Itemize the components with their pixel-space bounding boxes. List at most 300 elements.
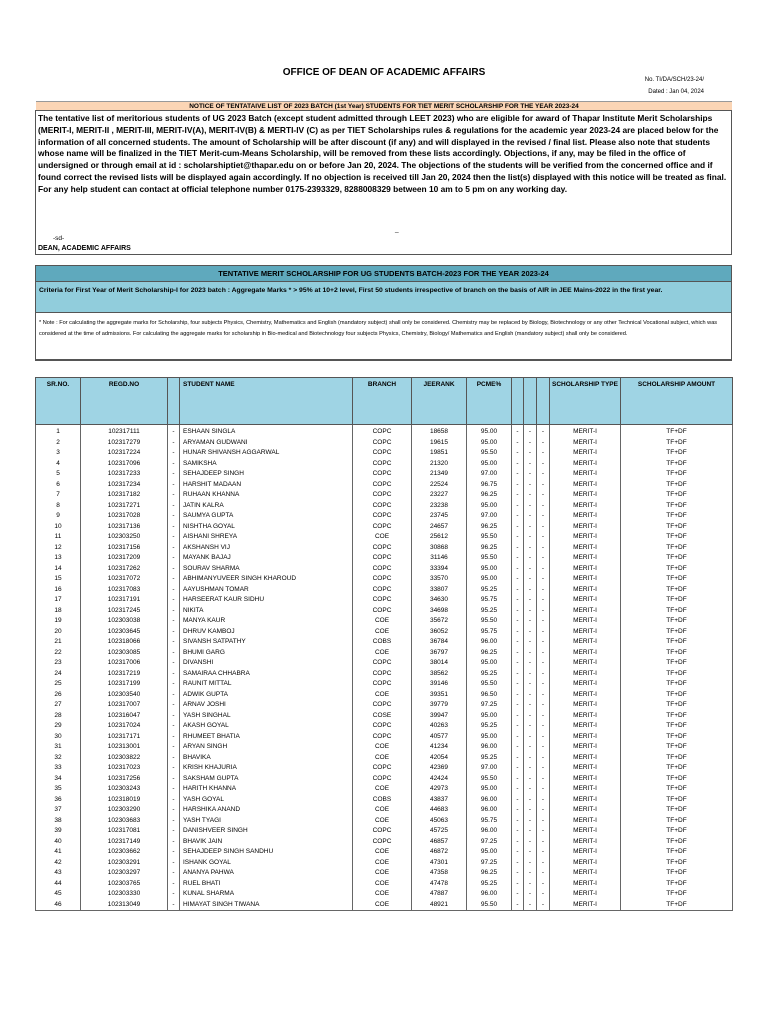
cell-branch: COE — [353, 532, 412, 543]
cell-dash: - — [524, 438, 537, 449]
cell-regd-no: 102303765 — [81, 879, 168, 890]
cell-dash: - — [512, 868, 524, 879]
cell-student-name: ARYAN SINGH — [180, 742, 353, 753]
cell-dash: - — [537, 501, 550, 512]
cell-regd-no: 102317234 — [81, 480, 168, 491]
header-blank — [537, 378, 550, 425]
cell-dash: - — [524, 532, 537, 543]
cell-sr-no: 17 — [36, 595, 81, 606]
table-row — [36, 847, 733, 858]
cell-dash: - — [537, 858, 550, 869]
cell-regd-no: 102318019 — [81, 795, 168, 806]
cell-dash: - — [537, 711, 550, 722]
cell-student-name: RAUNIT MITTAL — [180, 679, 353, 690]
cell-jee-rank: 39351 — [412, 690, 467, 701]
cell-dash: - — [524, 425, 537, 438]
cell-dash: - — [537, 648, 550, 659]
table-row — [36, 627, 733, 638]
cell-pcme: 95.75 — [467, 816, 512, 827]
cell-dash: - — [512, 795, 524, 806]
cell-dash: - — [512, 480, 524, 491]
cell-dash: - — [512, 774, 524, 785]
cell-jee-rank: 47478 — [412, 879, 467, 890]
cell-scholarship-amount: TF+DF — [621, 480, 733, 491]
cell-scholarship-amount: TF+DF — [621, 774, 733, 785]
cell-dash: - — [512, 501, 524, 512]
cell-student-name: SAMAIRAA CHHABRA — [180, 669, 353, 680]
cell-scholarship-type: MERIT-I — [550, 711, 621, 722]
cell-dash: - — [524, 501, 537, 512]
cell-scholarship-amount: TF+DF — [621, 448, 733, 459]
cell-scholarship-amount: TF+DF — [621, 816, 733, 827]
cell-dash: - — [168, 711, 180, 722]
cell-dash: - — [524, 606, 537, 617]
table-row — [36, 522, 733, 533]
cell-scholarship-amount: TF+DF — [621, 763, 733, 774]
cell-dash: - — [524, 574, 537, 585]
cell-student-name: RHUMEET BHATIA — [180, 732, 353, 743]
cell-dash: - — [537, 459, 550, 470]
notice-title: NOTICE OF TENTATAIVE LIST OF 2023 BATCH (1st Year) STUDENTS FOR TIET MERIT SCHOLARSHIP FOR THE YEAR 2023-24 — [36, 101, 732, 111]
cell-pcme: 95.25 — [467, 879, 512, 890]
cell-regd-no: 102317245 — [81, 606, 168, 617]
cell-dash: - — [168, 900, 180, 911]
cell-jee-rank: 42424 — [412, 774, 467, 785]
cell-dash: - — [524, 480, 537, 491]
cell-sr-no: 33 — [36, 763, 81, 774]
header-blank — [512, 378, 524, 425]
cell-student-name: ADWIK GUPTA — [180, 690, 353, 701]
cell-scholarship-type: MERIT-I — [550, 606, 621, 617]
cell-dash: - — [537, 469, 550, 480]
cell-jee-rank: 25612 — [412, 532, 467, 543]
cell-dash: - — [512, 847, 524, 858]
cell-scholarship-type: MERIT-I — [550, 858, 621, 869]
cell-dash: - — [537, 595, 550, 606]
cell-scholarship-amount: TF+DF — [621, 658, 733, 669]
cell-sr-no: 11 — [36, 532, 81, 543]
cell-branch: COPC — [353, 700, 412, 711]
cell-scholarship-type: MERIT-I — [550, 438, 621, 449]
cell-student-name: SEHAJDEEP SINGH — [180, 469, 353, 480]
cell-dash: - — [168, 448, 180, 459]
cell-dash: - — [512, 784, 524, 795]
cell-pcme: 97.00 — [467, 763, 512, 774]
cell-pcme: 97.00 — [467, 511, 512, 522]
cell-pcme: 95.00 — [467, 574, 512, 585]
cell-dash: - — [512, 425, 524, 438]
cell-dash: - — [168, 805, 180, 816]
cell-jee-rank: 30868 — [412, 543, 467, 554]
cell-scholarship-type: MERIT-I — [550, 795, 621, 806]
cell-dash: - — [537, 480, 550, 491]
cell-dash: - — [512, 627, 524, 638]
signatory: DEAN, ACADEMIC AFFAIRS — [38, 245, 131, 252]
cell-student-name: SAMIKSHA — [180, 459, 353, 470]
table-row — [36, 490, 733, 501]
cell-dash: - — [537, 490, 550, 501]
cell-student-name: SAUMYA GUPTA — [180, 511, 353, 522]
cell-dash: - — [524, 742, 537, 753]
notice-date: Dated : Jan 04, 2024 — [648, 89, 704, 95]
cell-scholarship-amount: TF+DF — [621, 532, 733, 543]
cell-regd-no: 102317256 — [81, 774, 168, 785]
cell-pcme: 95.00 — [467, 501, 512, 512]
cell-branch: COE — [353, 616, 412, 627]
cell-jee-rank: 44683 — [412, 805, 467, 816]
cell-regd-no: 102313049 — [81, 900, 168, 911]
cell-pcme: 95.25 — [467, 669, 512, 680]
cell-jee-rank: 45725 — [412, 826, 467, 837]
table-row — [36, 879, 733, 890]
cell-dash: - — [512, 690, 524, 701]
cell-student-name: KUNAL SHARMA — [180, 889, 353, 900]
cell-scholarship-type: MERIT-I — [550, 425, 621, 438]
cell-dash: - — [512, 564, 524, 575]
cell-dash: - — [524, 637, 537, 648]
cell-scholarship-amount: TF+DF — [621, 648, 733, 659]
cell-scholarship-type: MERIT-I — [550, 732, 621, 743]
notice-contact: For any help student can contact at official telephone number 0175-2393329, 8288008329 between 10 am to 5 pm on any working day. — [38, 183, 568, 194]
table-row — [36, 585, 733, 596]
office-title: OFFICE OF DEAN OF ACADEMIC AFFAIRS — [282, 67, 486, 78]
cell-student-name: MAYANK BAJAJ — [180, 553, 353, 564]
table-row — [36, 711, 733, 722]
cell-dash: - — [524, 858, 537, 869]
cell-branch: COPC — [353, 511, 412, 522]
cell-scholarship-amount: TF+DF — [621, 669, 733, 680]
cell-branch: COPC — [353, 732, 412, 743]
cell-regd-no: 102317219 — [81, 669, 168, 680]
table-row — [36, 595, 733, 606]
cell-regd-no: 102317111 — [81, 425, 168, 438]
cell-scholarship-type: MERIT-I — [550, 700, 621, 711]
cell-pcme: 96.25 — [467, 522, 512, 533]
cell-dash: - — [168, 816, 180, 827]
cell-sr-no: 2 — [36, 438, 81, 449]
cell-scholarship-type: MERIT-I — [550, 816, 621, 827]
cell-scholarship-amount: TF+DF — [621, 616, 733, 627]
cell-dash: - — [512, 753, 524, 764]
cell-dash: - — [512, 669, 524, 680]
cell-dash: - — [168, 501, 180, 512]
cell-dash: - — [537, 847, 550, 858]
cell-dash: - — [168, 658, 180, 669]
cell-dash: - — [524, 753, 537, 764]
cell-jee-rank: 41234 — [412, 742, 467, 753]
cell-student-name: SOURAV SHARMA — [180, 564, 353, 575]
cell-dash: - — [512, 595, 524, 606]
cell-dash: - — [168, 847, 180, 858]
cell-student-name: RUHAAN KHANNA — [180, 490, 353, 501]
cell-jee-rank: 42369 — [412, 763, 467, 774]
cell-scholarship-amount: TF+DF — [621, 868, 733, 879]
cell-scholarship-amount: TF+DF — [621, 627, 733, 638]
cell-dash: - — [524, 595, 537, 606]
cell-regd-no: 102318066 — [81, 637, 168, 648]
cell-dash: - — [537, 721, 550, 732]
cell-pcme: 95.50 — [467, 774, 512, 785]
cell-scholarship-type: MERIT-I — [550, 774, 621, 785]
cell-dash: - — [168, 553, 180, 564]
cell-dash: - — [168, 879, 180, 890]
cell-jee-rank: 34630 — [412, 595, 467, 606]
cell-scholarship-amount: TF+DF — [621, 637, 733, 648]
cell-dash: - — [524, 879, 537, 890]
cell-dash: - — [168, 732, 180, 743]
cell-dash: - — [537, 658, 550, 669]
cell-student-name: NIKITA — [180, 606, 353, 617]
cell-student-name: YASH SINGHAL — [180, 711, 353, 722]
cell-dash: - — [168, 511, 180, 522]
cell-scholarship-amount: TF+DF — [621, 690, 733, 701]
header-sr-no: SR.NO. — [36, 378, 81, 425]
cell-scholarship-amount: TF+DF — [621, 711, 733, 722]
cell-student-name: DIVANSHI — [180, 658, 353, 669]
cell-pcme: 96.00 — [467, 889, 512, 900]
cell-pcme: 95.00 — [467, 425, 512, 438]
cell-sr-no: 4 — [36, 459, 81, 470]
table-row — [36, 511, 733, 522]
cell-scholarship-type: MERIT-I — [550, 889, 621, 900]
cell-regd-no: 102317136 — [81, 522, 168, 533]
cell-dash: - — [512, 700, 524, 711]
cell-jee-rank: 33394 — [412, 564, 467, 575]
cell-dash: - — [168, 532, 180, 543]
cell-dash: - — [512, 732, 524, 743]
cell-jee-rank: 35672 — [412, 616, 467, 627]
cell-dash: - — [537, 837, 550, 848]
cell-branch: COPC — [353, 501, 412, 512]
cell-branch: COBS — [353, 795, 412, 806]
cell-scholarship-amount: TF+DF — [621, 511, 733, 522]
header-branch: BRANCH — [353, 378, 412, 425]
cell-sr-no: 32 — [36, 753, 81, 764]
cell-regd-no: 102303683 — [81, 816, 168, 827]
cell-dash: - — [512, 816, 524, 827]
cell-dash: - — [168, 669, 180, 680]
table-row — [36, 690, 733, 701]
cell-regd-no: 102317028 — [81, 511, 168, 522]
cell-regd-no: 102303038 — [81, 616, 168, 627]
cell-branch: COPC — [353, 837, 412, 848]
cell-regd-no: 102303297 — [81, 868, 168, 879]
cell-regd-no: 102303243 — [81, 784, 168, 795]
cell-dash: - — [537, 543, 550, 554]
cell-student-name: AKASH GOYAL — [180, 721, 353, 732]
cell-dash: - — [168, 763, 180, 774]
cell-sr-no: 27 — [36, 700, 81, 711]
cell-scholarship-amount: TF+DF — [621, 826, 733, 837]
cell-regd-no: 102317271 — [81, 501, 168, 512]
cell-dash: - — [512, 490, 524, 501]
cell-dash: - — [512, 606, 524, 617]
cell-branch: COSE — [353, 711, 412, 722]
cell-scholarship-amount: TF+DF — [621, 522, 733, 533]
cell-pcme: 95.00 — [467, 459, 512, 470]
table-row — [36, 889, 733, 900]
cell-sr-no: 28 — [36, 711, 81, 722]
cell-sr-no: 6 — [36, 480, 81, 491]
cell-scholarship-type: MERIT-I — [550, 469, 621, 480]
cell-dash: - — [524, 690, 537, 701]
table-row — [36, 637, 733, 648]
cell-regd-no: 102316047 — [81, 711, 168, 722]
cell-sr-no: 40 — [36, 837, 81, 848]
cell-pcme: 95.50 — [467, 616, 512, 627]
table-row — [36, 742, 733, 753]
cell-dash: - — [512, 459, 524, 470]
cell-jee-rank: 39947 — [412, 711, 467, 722]
cell-pcme: 95.00 — [467, 438, 512, 449]
cell-dash: - — [524, 627, 537, 638]
cell-dash: - — [512, 763, 524, 774]
cell-jee-rank: 23227 — [412, 490, 467, 501]
cell-dash: - — [537, 511, 550, 522]
cell-scholarship-amount: TF+DF — [621, 553, 733, 564]
cell-dash: - — [524, 711, 537, 722]
cell-scholarship-type: MERIT-I — [550, 648, 621, 659]
cell-dash: - — [512, 879, 524, 890]
cell-scholarship-amount: TF+DF — [621, 805, 733, 816]
cell-scholarship-amount: TF+DF — [621, 858, 733, 869]
cell-scholarship-type: MERIT-I — [550, 490, 621, 501]
cell-dash: - — [524, 732, 537, 743]
cell-scholarship-amount: TF+DF — [621, 585, 733, 596]
cell-sr-no: 35 — [36, 784, 81, 795]
cell-jee-rank: 34698 — [412, 606, 467, 617]
table-row — [36, 553, 733, 564]
cell-sr-no: 44 — [36, 879, 81, 890]
cell-student-name: SAKSHAM GUPTA — [180, 774, 353, 785]
cell-dash: - — [524, 522, 537, 533]
cell-branch: COPC — [353, 553, 412, 564]
cell-branch: COE — [353, 690, 412, 701]
cell-dash: - — [537, 669, 550, 680]
cell-dash: - — [168, 858, 180, 869]
cell-scholarship-amount: TF+DF — [621, 469, 733, 480]
cell-dash: - — [524, 585, 537, 596]
cell-dash: - — [537, 732, 550, 743]
cell-dash: - — [512, 858, 524, 869]
cell-jee-rank: 21320 — [412, 459, 467, 470]
cell-regd-no: 102317191 — [81, 595, 168, 606]
cell-pcme: 96.25 — [467, 648, 512, 659]
cell-regd-no: 102303822 — [81, 753, 168, 764]
cell-dash: - — [524, 774, 537, 785]
cell-jee-rank: 22524 — [412, 480, 467, 491]
cell-dash: - — [512, 648, 524, 659]
cell-dash: - — [512, 889, 524, 900]
cell-branch: COPC — [353, 574, 412, 585]
cell-dash: - — [512, 805, 524, 816]
cell-scholarship-type: MERIT-I — [550, 847, 621, 858]
cell-scholarship-type: MERIT-I — [550, 763, 621, 774]
scholarship-section-header — [35, 265, 732, 361]
table-row — [36, 795, 733, 806]
cell-sr-no: 23 — [36, 658, 81, 669]
cell-dash: - — [168, 795, 180, 806]
cell-sr-no: 9 — [36, 511, 81, 522]
cell-dash: - — [537, 606, 550, 617]
cell-dash: - — [537, 753, 550, 764]
cell-dash: - — [168, 774, 180, 785]
cell-pcme: 95.25 — [467, 585, 512, 596]
cell-regd-no: 102303662 — [81, 847, 168, 858]
cell-student-name: RUEL BHATI — [180, 879, 353, 890]
cell-branch: COPC — [353, 585, 412, 596]
cell-dash: - — [512, 711, 524, 722]
cell-pcme: 95.50 — [467, 532, 512, 543]
cell-jee-rank: 47358 — [412, 868, 467, 879]
cell-dash: - — [524, 543, 537, 554]
cell-sr-no: 5 — [36, 469, 81, 480]
cell-jee-rank: 40577 — [412, 732, 467, 743]
cell-regd-no: 102317171 — [81, 732, 168, 743]
cell-dash: - — [524, 490, 537, 501]
cell-regd-no: 102317199 — [81, 679, 168, 690]
cell-dash: - — [537, 826, 550, 837]
cell-dash: - — [512, 837, 524, 848]
cell-student-name: KRISH KHAJURIA — [180, 763, 353, 774]
cell-dash: - — [537, 574, 550, 585]
cell-student-name: AKSHANSH VIJ — [180, 543, 353, 554]
cell-dash: - — [537, 637, 550, 648]
cell-pcme: 95.00 — [467, 732, 512, 743]
cell-dash: - — [168, 480, 180, 491]
cell-pcme: 96.50 — [467, 690, 512, 701]
cell-jee-rank: 31146 — [412, 553, 467, 564]
table-row — [36, 658, 733, 669]
cell-scholarship-amount: TF+DF — [621, 459, 733, 470]
cell-dash: - — [524, 511, 537, 522]
cell-sr-no: 39 — [36, 826, 81, 837]
cell-sr-no: 8 — [36, 501, 81, 512]
cell-dash: - — [168, 595, 180, 606]
cell-dash: - — [168, 868, 180, 879]
cell-dash: - — [524, 805, 537, 816]
cell-branch: COPC — [353, 564, 412, 575]
cell-jee-rank: 33570 — [412, 574, 467, 585]
cell-scholarship-amount: TF+DF — [621, 721, 733, 732]
cell-jee-rank: 36052 — [412, 627, 467, 638]
cell-regd-no: 102313001 — [81, 742, 168, 753]
cell-regd-no: 102303645 — [81, 627, 168, 638]
cell-dash: - — [168, 690, 180, 701]
cell-regd-no: 102317083 — [81, 585, 168, 596]
header-scholarship-amount: SCHOLARSHIP AMOUNT — [621, 378, 733, 425]
cell-dash: - — [524, 763, 537, 774]
cell-student-name: YASH GOYAL — [180, 795, 353, 806]
cell-dash: - — [512, 826, 524, 837]
cell-jee-rank: 36797 — [412, 648, 467, 659]
cell-student-name: JATIN KALRA — [180, 501, 353, 512]
cell-dash: - — [512, 658, 524, 669]
cell-scholarship-type: MERIT-I — [550, 658, 621, 669]
cell-dash: - — [537, 879, 550, 890]
cell-dash: - — [537, 585, 550, 596]
cell-pcme: 96.00 — [467, 826, 512, 837]
cell-branch: COE — [353, 889, 412, 900]
cell-regd-no: 102317209 — [81, 553, 168, 564]
cell-pcme: 96.00 — [467, 742, 512, 753]
cell-branch: COBS — [353, 637, 412, 648]
cell-regd-no: 102303085 — [81, 648, 168, 659]
cell-jee-rank: 24657 — [412, 522, 467, 533]
table-row — [36, 438, 733, 449]
cell-pcme: 95.00 — [467, 847, 512, 858]
cell-scholarship-type: MERIT-I — [550, 543, 621, 554]
